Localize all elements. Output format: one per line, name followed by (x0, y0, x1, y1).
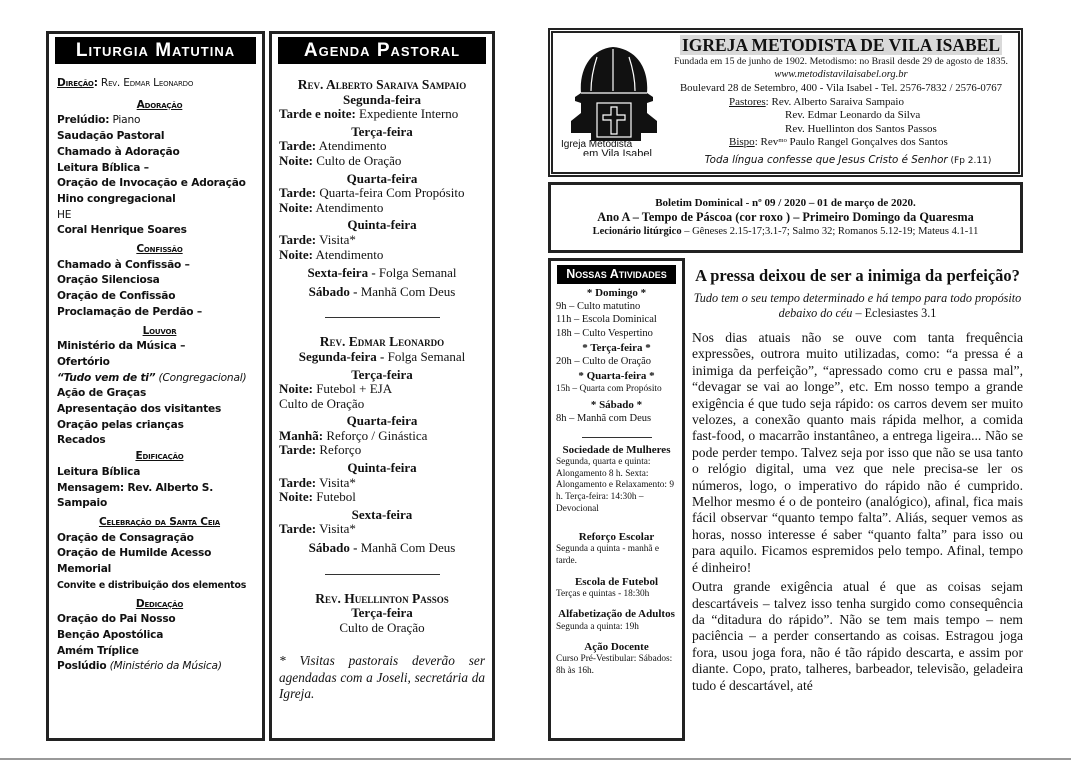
activity-item: 8h – Manhã com Deus (556, 412, 652, 424)
liturgy-item (57, 578, 262, 594)
item-bold: Mensagem: Rev. Alberto S. Sampaio (57, 481, 214, 510)
time-label: Manhã: (279, 427, 324, 443)
atividades-content (551, 287, 682, 678)
website-link[interactable]: www.metodistavilaisabel.org.br (774, 69, 908, 80)
schedule-line (279, 285, 485, 300)
address: Boulevard 28 de Setembro, 400 - Vila Isabel - Tel. 2576-7832 / 2576-0767 (679, 82, 1003, 94)
day-heading: * Terça-feira * (582, 341, 651, 354)
item-bold: Prelúdio: (57, 114, 110, 127)
pastor-name: Rev. Edmar Leonardo (319, 334, 445, 350)
liturgy-item (57, 208, 262, 224)
item-bold: Chamado à Confissão – (57, 258, 190, 271)
item-bold: Oração de Consagração (57, 531, 194, 544)
schedule-line (279, 443, 485, 458)
pastors-list: Pastores: Rev. Alberto Saraiva Sampaio Rev. Edmar Leonardo da Silva Rev. Huellinton dos Santos Passos Bispo: Revᵐᵒ Paulo Rangel Gonçalves dos Santos (729, 96, 948, 148)
item-bold: Oração Silenciosa (57, 274, 160, 287)
group-text: Curso Pré-Vestibular: Sábados: 8h às 16h. (556, 654, 673, 676)
time-label: Tarde: (279, 442, 317, 458)
group-name: Alfabetização de Adultos (558, 608, 675, 621)
liturgia-content (49, 76, 262, 675)
item-bold: Convite e distribuição dos elementos (57, 579, 247, 591)
activity: Expediente Interno (355, 106, 459, 122)
activity: Visita* (316, 231, 356, 247)
section-heading: Celebração da Santa Ceia (98, 515, 221, 528)
liturgy-item (57, 644, 262, 660)
liturgy-item (57, 339, 262, 355)
activity: Manhã Com Deus (357, 283, 456, 299)
activity: Manhã Com Deus (357, 540, 456, 556)
item-bold: Ofertório (57, 355, 110, 368)
header-info (671, 35, 1011, 166)
liturgy-item (57, 192, 262, 208)
liturgy-item (57, 481, 262, 512)
liturgy-item (57, 289, 262, 305)
schedule-line (279, 201, 485, 216)
boletim-info: Boletim Dominical - nº 09 / 2020 – 01 de março de 2020. Ano A – Tempo de Páscoa (cor roxo ) – Primeiro Domingo da Quaresma Lecionário litúrgico – Gêneses 2.15-17;3.1-7; Salmo 32; Romanos 5.12-19; Mateus 4.1-11 (548, 182, 1023, 253)
time-label: Tarde: (279, 521, 317, 537)
liturgy-item (57, 355, 262, 371)
day-label: Sábado - (308, 540, 358, 556)
schedule-line (279, 266, 485, 281)
item-bold: Memorial (57, 563, 112, 576)
time-label: Tarde: (279, 138, 317, 154)
founded: Fundada em 15 de junho de 1902. Metodismo: no Brasil desde 29 de agosto de 1835. (674, 56, 1008, 67)
item-text: Piano (109, 114, 141, 127)
time-label: Noite: (279, 489, 313, 505)
item-bold: Saudação Pastoral (57, 130, 165, 143)
item-bold: Coral Henrique Soares (57, 224, 187, 237)
time-label: Noite: (279, 381, 313, 397)
activity-item: 18h – Culto Vespertino (556, 327, 653, 339)
section-heading: Louvor (142, 324, 177, 337)
time-label: Tarde: (279, 185, 317, 201)
schedule-line (279, 382, 485, 397)
liturgy-item (57, 386, 262, 402)
agenda-panel (269, 31, 495, 741)
time-label: Noite: (279, 152, 313, 168)
time-label: Noite: (279, 246, 313, 262)
activity: Quarta-feira Com Propósito (316, 185, 465, 201)
article-paragraph: Nos dias atuais não se ouve com tanta frequência expressões, outrora muito utilizadas, como: “a pressa é a inimiga da perfeição”, “apressado como cru e passa mal”, “devagar se vai ao longe”, etc. Em nosso tempo a grande exigência é que tudo seja rápido: os carros devem ser muito velozes, a conexão quanto mais rápida melhor, a comida fast-food, o macarrão instantâneo, a entrega ligeira... Não se pode perder tempo. Talvez seja por isso que não se usa tanto o relógio digital, uma vez que nele precisa-se ler os números, logo, o imperativo do rápido não é cumprido. Melhor mesmo é o de ponteiro (analógico), afinal, fica mais fácil observar “quanto tempo falta”. Aliás, sequer vemos as horas, nosso interesse é saber “quanto falta” para isso ou para aquilo. Ficamos espremidos pelo tempo. Afinal, tempo é dinheiro! (692, 330, 1023, 575)
schedule-line (279, 233, 485, 248)
day-heading: * Sábado * (590, 398, 643, 411)
item-bold: Ministério da Música – (57, 340, 186, 353)
liturgia-title: Liturgia Matutina (55, 37, 256, 64)
day-heading: * Domingo * (586, 287, 647, 299)
svg-text:em Vila Isabel: em Vila Isabel (583, 148, 652, 156)
liturgy-item (57, 433, 262, 449)
group-text: Segunda a quinta: 19h (556, 621, 639, 632)
schedule-line (279, 429, 485, 444)
section-heading: Confissão (136, 243, 183, 256)
section-heading: Edificação (135, 450, 184, 463)
day-heading: Sexta-feira (351, 506, 413, 522)
item-bold: Poslúdio (57, 660, 107, 673)
time-label: Noite: (279, 199, 313, 215)
church-logo-icon (561, 41, 666, 156)
liturgy-item (57, 418, 262, 434)
group-name: Ação Docente (584, 641, 649, 654)
visit-note: * Visitas pastorais deverão ser agendadas com a Joseli, secretária da Igreja. (279, 653, 485, 702)
day-heading: Segunda-feira (343, 91, 421, 107)
direcao: Direção: Rev. Edmar Leonardo (57, 77, 194, 89)
liturgy-item (57, 612, 262, 628)
church-header (548, 28, 1023, 177)
activity: Culto de Oração (279, 395, 365, 411)
schedule-line (279, 107, 485, 122)
activity: Atendimento (312, 246, 384, 262)
activity: Culto de Oração (339, 619, 425, 635)
article-paragraph: Outra grande exigência atual é que as coisas sejam descartáveis – talvez isso tenha surgido como consequência da “ditadura do rápido”. Não se tem mais tempo – nem paciência – a perder consertando as coisas. Estragou joga fora, usou joga fora, não é tão rápido descarta, e assim por diante. Copo, prato, talheres, barbeador, televisão, geladeira tudo é descartável, até (692, 579, 1023, 693)
pastor-name: Rev. Alberto Saraiva Sampaio (297, 77, 467, 92)
day-heading: Terça-feira (351, 366, 413, 382)
item-bold: Proclamação de Perdão – (57, 305, 202, 318)
schedule-line (279, 350, 485, 365)
schedule-line (279, 397, 485, 412)
separator (582, 437, 652, 438)
schedule-line (279, 154, 485, 169)
pastor-name: Rev. Huellinton Passos (315, 590, 449, 606)
atividades-panel (548, 258, 685, 741)
activity-item: 20h – Culto de Oração (556, 356, 652, 368)
item-bold: Ação de Graças (57, 387, 147, 400)
group-text: Terças e quintas - 18:30h (556, 588, 650, 599)
activity: Folga Semanal (375, 265, 457, 281)
liturgy-item (57, 176, 262, 192)
item-bold: Oração de Humilde Acesso (57, 547, 212, 560)
time-label: Tarde e noite: (279, 106, 356, 122)
activity-item: 11h – Escola Dominical (556, 314, 657, 326)
item-bold: Oração de Confissão (57, 290, 176, 303)
activity: Visita* (316, 521, 356, 537)
liturgy-item (57, 402, 262, 418)
activity-item: 9h – Culto matutino (556, 301, 641, 313)
activity: Reforço (316, 442, 362, 458)
activity: Futebol + EJA (312, 381, 393, 397)
liturgy-item (57, 305, 262, 321)
liturgy-item (57, 113, 262, 129)
day-label: Segunda-feira - (298, 348, 385, 364)
activity-item: 15h – Quarta com Propósito (556, 384, 662, 395)
item-title: “Tudo vem de ti” (57, 371, 156, 384)
svg-text:Igreja Metodista: Igreja Metodista (561, 139, 633, 150)
day-heading: Quarta-feira (346, 170, 418, 186)
activity: Visita* (316, 474, 356, 490)
activity: Atendimento (312, 199, 384, 215)
article-epigraph: Tudo tem o seu tempo determinado e há tempo para todo propósito debaixo do céu – Eclesiastes 3.1 (693, 291, 1022, 320)
item-bold: Leitura Bíblica – (57, 161, 149, 174)
liturgy-item (57, 161, 262, 177)
group-name: Escola de Futebol (574, 575, 659, 588)
liturgy-item (57, 562, 262, 578)
activity: Atendimento (316, 138, 387, 154)
day-label: Sábado - (308, 283, 358, 299)
church-name: IGREJA METODISTA DE VILA ISABEL (681, 35, 1001, 55)
day-heading: Terça-feira (351, 123, 413, 139)
time-label: Tarde: (279, 474, 317, 490)
day-heading: Terça-feira (351, 605, 413, 621)
item-note: (Ministério da Música) (106, 660, 222, 673)
atividades-title: Nossas Atividades (557, 265, 676, 284)
item-bold: Leitura Bíblica (57, 465, 141, 478)
section-heading: Dedicação (135, 597, 184, 610)
schedule-line (279, 186, 485, 201)
item-note: (Congregacional) (155, 371, 247, 384)
liturgy-item (57, 258, 262, 274)
liturgy-item (57, 371, 262, 387)
agenda-content (272, 64, 492, 703)
day-label: Sexta-feira - (307, 265, 376, 281)
liturgy-item (57, 145, 262, 161)
item-bold: Oração do Pai Nosso (57, 613, 176, 626)
group-text: Segunda a quinta - manhã e tarde. (556, 544, 660, 566)
schedule-line (279, 541, 485, 556)
liturgy-item (57, 223, 262, 239)
group-name: Sociedade de Mulheres (562, 444, 671, 457)
item-bold: Amém Tríplice (57, 644, 139, 657)
agenda-title: Agenda Pastoral (278, 37, 486, 64)
liturgy-item (57, 129, 262, 145)
item-text: HE (57, 208, 72, 221)
time-label: Tarde: (279, 231, 317, 247)
liturgy-item (57, 273, 262, 289)
liturgy-item (57, 465, 262, 481)
item-bold: Recados (57, 434, 106, 447)
day-heading: Quinta-feira (347, 217, 417, 233)
article-title: A pressa deixou de ser a inimiga da perfeição? (695, 266, 1020, 285)
activity: Reforço / Ginástica (323, 427, 428, 443)
schedule-line (279, 522, 485, 537)
day-heading: * Quarta-feira * (578, 370, 655, 383)
section-heading: Adoração (136, 98, 183, 111)
activity: Folga Semanal (384, 348, 466, 364)
item-bold: Benção Apostólica (57, 628, 164, 641)
schedule-line (279, 476, 485, 491)
day-heading: Quinta-feira (347, 460, 417, 476)
separator (325, 574, 440, 575)
separator (325, 317, 440, 318)
liturgy-item (57, 628, 262, 644)
item-bold: Hino congregacional (57, 192, 176, 205)
day-heading: Quarta-feira (346, 413, 418, 429)
group-text: Segunda, quarta e quinta: Alongamento 8 h. Sexta: Alongamento e Relaxamento: 9 h. Terça-feira: 14:30h – Devocional (556, 457, 674, 514)
activity: Culto de Oração (312, 152, 402, 168)
article (692, 266, 1023, 697)
page-divider (0, 758, 1071, 760)
liturgy-item (57, 531, 262, 547)
item-bold: Oração de Invocação e Adoração (57, 177, 246, 190)
motto: Toda língua confesse que Jesus Cristo é Senhor (Fp 2.11) (704, 154, 992, 167)
liturgy-item (57, 659, 262, 675)
item-bold: Apresentação dos visitantes (57, 403, 222, 416)
schedule-line (279, 490, 485, 505)
liturgy-item (57, 546, 262, 562)
activity: Futebol (312, 489, 356, 505)
group-name: Reforço Escolar (578, 531, 655, 544)
item-bold: Oração pelas crianças (57, 418, 184, 431)
liturgia-panel (46, 31, 265, 741)
schedule-line (279, 248, 485, 263)
schedule-line (279, 139, 485, 154)
item-bold: Chamado à Adoração (57, 145, 180, 158)
